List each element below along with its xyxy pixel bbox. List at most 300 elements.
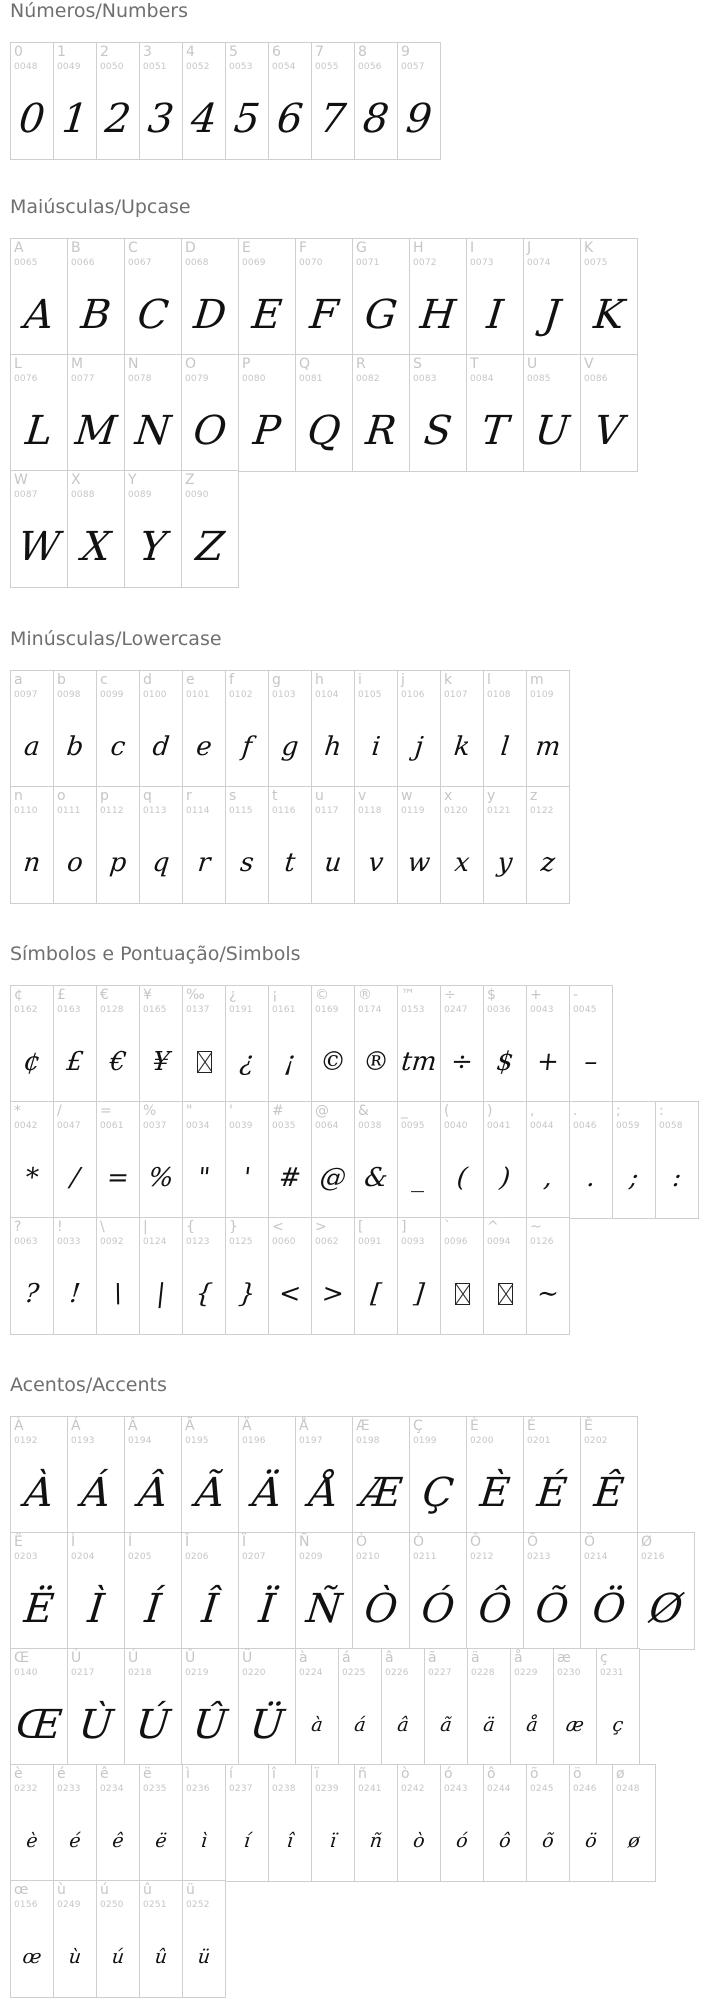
glyph-cell xyxy=(409,1532,467,1650)
glyph-sample: ã xyxy=(439,1714,453,1736)
glyph-label: Ñ xyxy=(299,1534,310,1550)
glyph-row xyxy=(10,470,238,588)
glyph-row xyxy=(10,42,440,160)
glyph-label: w xyxy=(401,788,413,804)
glyph-sample: Ô xyxy=(476,1586,514,1632)
glyph-cell xyxy=(523,238,581,356)
glyph-code: 0107 xyxy=(444,690,468,700)
glyph-cell xyxy=(612,1764,656,1882)
glyph-sample: F xyxy=(307,292,341,338)
glyph-label: £ xyxy=(57,987,66,1003)
glyph-label: Ä xyxy=(242,1418,252,1434)
glyph-label: g xyxy=(272,672,281,688)
glyph-cell xyxy=(440,670,484,788)
glyph-code: 0195 xyxy=(185,1436,209,1446)
glyph-code: 0094 xyxy=(487,1237,511,1247)
glyph-label: Ò xyxy=(356,1534,368,1550)
glyph-label: U xyxy=(527,356,538,372)
glyph-code: 0117 xyxy=(315,806,339,816)
glyph-label: ì xyxy=(186,1766,190,1782)
glyph-label: ë xyxy=(143,1766,152,1782)
glyph-code: 0067 xyxy=(128,258,152,268)
glyph-cell xyxy=(354,670,398,788)
glyph-cell xyxy=(440,786,484,904)
glyph-code: 0205 xyxy=(128,1552,152,1562)
glyph-sample: Ó xyxy=(419,1586,457,1632)
glyph-code: 0050 xyxy=(100,62,124,72)
glyph-cell xyxy=(124,470,182,588)
glyph-code: 0126 xyxy=(530,1237,554,1247)
glyph-cell xyxy=(526,985,570,1103)
glyph-label: Í xyxy=(128,1534,133,1550)
glyph-label: 6 xyxy=(272,44,281,60)
glyph-code: 0114 xyxy=(186,806,210,816)
glyph-cell xyxy=(182,1217,226,1335)
glyph-code: 0080 xyxy=(242,374,266,384)
glyph-label: ú xyxy=(100,1882,109,1898)
glyph-code: 0042 xyxy=(14,1121,38,1131)
glyph-code: 0169 xyxy=(315,1005,339,1015)
glyph-code: 0163 xyxy=(57,1005,81,1015)
glyph-cell xyxy=(440,985,484,1103)
glyph-label: L xyxy=(14,356,22,372)
glyph-sample: 3 xyxy=(145,96,177,142)
glyph-sample: h xyxy=(323,732,343,762)
glyph-label: @ xyxy=(315,1103,329,1119)
glyph-cell xyxy=(182,786,226,904)
glyph-code: 0053 xyxy=(229,62,253,72)
glyph-sample: 9 xyxy=(403,96,435,142)
glyph-label: õ xyxy=(530,1766,539,1782)
glyph-code: 0237 xyxy=(229,1784,253,1794)
glyph-code: 0198 xyxy=(356,1436,380,1446)
glyph-code: 0230 xyxy=(557,1668,581,1678)
glyph-cell xyxy=(295,1648,339,1766)
glyph-cell xyxy=(182,42,226,160)
glyph-code: 0093 xyxy=(401,1237,425,1247)
glyph-label: Ü xyxy=(242,1650,253,1666)
glyph-sample: ú xyxy=(110,1946,126,1968)
glyph-code: 0086 xyxy=(584,374,608,384)
glyph-cell xyxy=(96,42,140,160)
glyph-label: Z xyxy=(185,472,195,488)
glyph-label: * xyxy=(14,1103,21,1119)
glyph-cell xyxy=(225,786,269,904)
glyph-label: j xyxy=(401,672,405,688)
glyph-label: Â xyxy=(128,1418,138,1434)
glyph-sample: ; xyxy=(628,1163,640,1193)
glyph-sample: É xyxy=(534,1470,570,1516)
glyph-label: È xyxy=(470,1418,479,1434)
glyph-code: 0070 xyxy=(299,258,323,268)
glyph-sample: v xyxy=(367,848,385,878)
glyph-label: b xyxy=(57,672,66,688)
glyph-sample: T xyxy=(479,408,511,454)
glyph-sample: Û xyxy=(190,1702,230,1748)
glyph-label: ò xyxy=(401,1766,410,1782)
glyph-label: o xyxy=(57,788,66,804)
glyph-sample: Ù xyxy=(76,1702,116,1748)
glyph-sample: e xyxy=(194,732,214,762)
glyph-code: 0204 xyxy=(71,1552,95,1562)
glyph-code: 0035 xyxy=(272,1121,296,1131)
glyph-sample: € xyxy=(108,1047,128,1077)
glyph-label: a xyxy=(14,672,23,688)
glyph-cell xyxy=(409,1416,467,1534)
glyph-cell xyxy=(67,1416,125,1534)
glyph-code: 0174 xyxy=(358,1005,382,1015)
glyph-sample: 8 xyxy=(360,96,392,142)
glyph-code: 0140 xyxy=(14,1668,38,1678)
glyph-sample: } xyxy=(237,1279,257,1309)
glyph-code: 0082 xyxy=(356,374,380,384)
glyph-code: 0113 xyxy=(143,806,167,816)
glyph-code: 0216 xyxy=(641,1552,665,1562)
glyph-cell xyxy=(295,238,353,356)
glyph-cell xyxy=(96,1764,140,1882)
glyph-sample: _ xyxy=(410,1163,428,1193)
glyph-code: 0218 xyxy=(128,1668,152,1678)
glyph-sample: ) xyxy=(498,1163,512,1193)
glyph-sample xyxy=(438,1262,487,1326)
glyph-sample: ï xyxy=(328,1830,338,1852)
glyph-sample: Ç xyxy=(420,1470,456,1516)
glyph-code: 0212 xyxy=(470,1552,494,1562)
glyph-label: É xyxy=(527,1418,536,1434)
glyph-sample: ò xyxy=(412,1830,426,1852)
glyph-sample: Ñ xyxy=(304,1586,344,1632)
glyph-label: Ù xyxy=(71,1650,82,1666)
glyph-sample: à xyxy=(310,1714,324,1736)
glyph-code: 0097 xyxy=(14,690,38,700)
glyph-label: s xyxy=(229,788,237,804)
glyph-sample: R xyxy=(363,408,399,454)
glyph-cell xyxy=(10,42,54,160)
glyph-cell xyxy=(596,1648,640,1766)
glyph-cell xyxy=(466,1416,524,1534)
glyph-cell xyxy=(10,985,54,1103)
glyph-code: 0098 xyxy=(57,690,81,700)
glyph-cell xyxy=(526,786,570,904)
glyph-code: 0092 xyxy=(100,1237,124,1247)
glyph-sample: S xyxy=(421,408,455,454)
glyph-code: 0066 xyxy=(71,258,95,268)
glyph-sample: 7 xyxy=(317,96,349,142)
glyph-label: u xyxy=(315,788,324,804)
section-title: Números/Numbers xyxy=(10,0,188,22)
glyph-sample: tm xyxy=(399,1047,439,1077)
glyph-sample: Ø xyxy=(647,1586,685,1632)
glyph-cell xyxy=(569,1101,613,1219)
glyph-code: 0081 xyxy=(299,374,323,384)
glyph-cell xyxy=(510,1648,554,1766)
glyph-sample: E xyxy=(249,292,285,338)
glyph-label: ñ xyxy=(358,1766,367,1782)
glyph-cell xyxy=(424,1648,468,1766)
glyph-sample: { xyxy=(194,1279,214,1309)
glyph-label: E xyxy=(242,240,251,256)
glyph-sample: g xyxy=(280,732,300,762)
glyph-label: À xyxy=(14,1418,24,1434)
glyph-sample: ® xyxy=(361,1047,391,1077)
glyph-sample: W xyxy=(16,524,62,570)
glyph-code: 0206 xyxy=(185,1552,209,1562)
glyph-cell xyxy=(67,1648,125,1766)
glyph-label: ‰ xyxy=(186,987,205,1003)
glyph-code: 0074 xyxy=(527,258,551,268)
glyph-cell xyxy=(181,354,239,472)
glyph-cell xyxy=(268,1764,312,1882)
glyph-sample: I xyxy=(484,292,506,338)
glyph-cell xyxy=(10,1101,54,1219)
glyph-label: _ xyxy=(401,1103,408,1119)
glyph-code: 0217 xyxy=(71,1668,95,1678)
glyph-code: 0211 xyxy=(413,1552,437,1562)
glyph-label: " xyxy=(186,1103,193,1119)
glyph-sample: Ü xyxy=(247,1702,287,1748)
glyph-label: y xyxy=(487,788,496,804)
glyph-sample: ö xyxy=(584,1830,598,1852)
glyph-label: 3 xyxy=(143,44,152,60)
glyph-sample: À xyxy=(22,1470,56,1516)
glyph-label: c xyxy=(100,672,108,688)
glyph-label: Ë xyxy=(14,1534,23,1550)
glyph-label: ¢ xyxy=(14,987,23,1003)
glyph-sample: y xyxy=(496,848,514,878)
glyph-code: 0194 xyxy=(128,1436,152,1446)
glyph-cell xyxy=(352,1532,410,1650)
glyph-sample: $ xyxy=(495,1047,515,1077)
glyph-code: 0242 xyxy=(401,1784,425,1794)
glyph-row xyxy=(10,1217,569,1335)
glyph-cell xyxy=(10,1217,54,1335)
glyph-cell xyxy=(139,42,183,160)
glyph-code: 0077 xyxy=(71,374,95,384)
glyph-cell xyxy=(523,1416,581,1534)
glyph-code: 0083 xyxy=(413,374,437,384)
glyph-sample: n xyxy=(22,848,42,878)
glyph-label: Ô xyxy=(470,1534,482,1550)
glyph-cell xyxy=(53,42,97,160)
glyph-sample: Ë xyxy=(21,1586,57,1632)
glyph-code: 0161 xyxy=(272,1005,296,1015)
glyph-cell xyxy=(238,354,296,472)
glyph-code: 0165 xyxy=(143,1005,167,1015)
glyph-cell xyxy=(268,670,312,788)
glyph-cell xyxy=(238,1416,296,1534)
glyph-label: ' xyxy=(229,1103,233,1119)
glyph-sample: u xyxy=(323,848,343,878)
glyph-cell xyxy=(96,985,140,1103)
missing-glyph-icon xyxy=(197,1051,212,1073)
glyph-label: W xyxy=(14,472,28,488)
glyph-code: 0196 xyxy=(242,1436,266,1446)
glyph-cell xyxy=(580,238,638,356)
glyph-label: 0 xyxy=(14,44,23,60)
glyph-label: + xyxy=(530,987,542,1003)
glyph-label: â xyxy=(385,1650,394,1666)
glyph-label: ó xyxy=(444,1766,453,1782)
glyph-label: è xyxy=(14,1766,23,1782)
glyph-code: 0156 xyxy=(14,1900,38,1910)
glyph-label: l xyxy=(487,672,491,688)
glyph-cell xyxy=(483,670,527,788)
glyph-label: ï xyxy=(315,1766,319,1782)
glyph-sample: K xyxy=(591,292,627,338)
glyph-code: 0071 xyxy=(356,258,380,268)
glyph-cell xyxy=(53,1101,97,1219)
glyph-code: 0246 xyxy=(573,1784,597,1794)
glyph-code: 0106 xyxy=(401,690,425,700)
glyph-sample xyxy=(180,1030,229,1094)
section-title: Símbolos e Pontuação/Simbols xyxy=(10,943,301,965)
glyph-cell xyxy=(53,985,97,1103)
glyph-cell xyxy=(311,1101,355,1219)
glyph-sample: – xyxy=(582,1047,600,1077)
glyph-cell xyxy=(139,1880,183,1998)
glyph-cell xyxy=(397,985,441,1103)
glyph-label: , xyxy=(530,1103,535,1119)
glyph-sample: â xyxy=(396,1714,410,1736)
glyph-label: C xyxy=(128,240,138,256)
missing-glyph-icon xyxy=(455,1283,470,1305)
glyph-sample: z xyxy=(539,848,557,878)
glyph-code: 0100 xyxy=(143,690,167,700)
glyph-code: 0062 xyxy=(315,1237,339,1247)
glyph-cell xyxy=(483,1764,527,1882)
glyph-cell xyxy=(381,1648,425,1766)
glyph-sample: * xyxy=(23,1163,41,1193)
glyph-label: J xyxy=(527,240,532,256)
glyph-label: % xyxy=(143,1103,157,1119)
glyph-code: 0065 xyxy=(14,258,38,268)
glyph-cell xyxy=(10,1764,54,1882)
glyph-label: F xyxy=(299,240,308,256)
glyph-code: 0120 xyxy=(444,806,468,816)
glyph-sample: Í xyxy=(142,1586,164,1632)
glyph-label: 5 xyxy=(229,44,238,60)
glyph-cell xyxy=(523,1532,581,1650)
glyph-code: 0051 xyxy=(143,62,167,72)
glyph-row xyxy=(10,985,612,1103)
glyph-sample: ù xyxy=(67,1946,83,1968)
glyph-sample: w xyxy=(406,848,432,878)
glyph-label: x xyxy=(444,788,453,804)
glyph-code: 0089 xyxy=(128,490,152,500)
glyph-sample: > xyxy=(320,1279,346,1309)
glyph-cell xyxy=(67,470,125,588)
glyph-code: 0250 xyxy=(100,1900,124,1910)
glyph-cell xyxy=(225,1101,269,1219)
glyph-cell xyxy=(67,238,125,356)
glyph-sample: ü xyxy=(196,1946,212,1968)
glyph-label: © xyxy=(315,987,329,1003)
glyph-sample: N xyxy=(133,408,173,454)
glyph-code: 0225 xyxy=(342,1668,366,1678)
glyph-code: 0096 xyxy=(444,1237,468,1247)
glyph-code: 0059 xyxy=(616,1121,640,1131)
glyph-label: N xyxy=(128,356,139,372)
glyph-cell xyxy=(53,1764,97,1882)
glyph-sample: f xyxy=(240,732,254,762)
glyph-label: O xyxy=(185,356,197,372)
glyph-sample: ç xyxy=(611,1714,625,1736)
glyph-code: 0121 xyxy=(487,806,511,816)
glyph-code: 0247 xyxy=(444,1005,468,1015)
glyph-code: 0234 xyxy=(100,1784,124,1794)
glyph-cell xyxy=(67,354,125,472)
section-4 xyxy=(0,943,683,1309)
glyph-sample: p xyxy=(108,848,128,878)
section-5 xyxy=(0,1374,685,1968)
glyph-label: Q xyxy=(299,356,311,372)
glyph-label: œ xyxy=(14,1882,29,1898)
glyph-label: V xyxy=(584,356,594,372)
glyph-label: < xyxy=(272,1219,284,1235)
glyph-code: 0068 xyxy=(185,258,209,268)
glyph-sample: U xyxy=(532,408,572,454)
glyph-code: 0095 xyxy=(401,1121,425,1131)
glyph-sample: O xyxy=(191,408,229,454)
glyph-label: ö xyxy=(573,1766,582,1782)
glyph-code: 0104 xyxy=(315,690,339,700)
glyph-label: 9 xyxy=(401,44,410,60)
glyph-row xyxy=(10,1648,639,1766)
glyph-code: 0112 xyxy=(100,806,124,816)
glyph-cell xyxy=(268,1217,312,1335)
glyph-sample: © xyxy=(318,1047,348,1077)
glyph-label: ÷ xyxy=(444,987,456,1003)
glyph-cell xyxy=(268,42,312,160)
glyph-cell xyxy=(182,1101,226,1219)
glyph-row xyxy=(10,670,569,788)
glyph-label: I xyxy=(470,240,475,256)
glyph-cell xyxy=(139,985,183,1103)
glyph-sample: 0 xyxy=(16,96,48,142)
glyph-label: i xyxy=(358,672,362,688)
glyph-cell xyxy=(526,1217,570,1335)
glyph-cell xyxy=(295,354,353,472)
glyph-sample: Ê xyxy=(591,1470,627,1516)
glyph-label: ø xyxy=(616,1766,625,1782)
glyph-code: 0073 xyxy=(470,258,494,268)
glyph-code: 0232 xyxy=(14,1784,38,1794)
glyph-cell xyxy=(182,985,226,1103)
glyph-label: Ã xyxy=(185,1418,195,1434)
glyph-cell xyxy=(139,1764,183,1882)
glyph-label: G xyxy=(356,240,367,256)
glyph-code: 0116 xyxy=(272,806,296,816)
glyph-sample: j xyxy=(413,732,425,762)
glyph-label: m xyxy=(530,672,544,688)
glyph-code: 0235 xyxy=(143,1784,167,1794)
glyph-code: 0091 xyxy=(358,1237,382,1247)
glyph-cell xyxy=(397,670,441,788)
glyph-code: 0209 xyxy=(299,1552,323,1562)
glyph-code: 0137 xyxy=(186,1005,210,1015)
glyph-cell xyxy=(311,42,355,160)
glyph-label: [ xyxy=(358,1219,364,1235)
glyph-code: 0111 xyxy=(57,806,81,816)
glyph-label: 2 xyxy=(100,44,109,60)
glyph-sample: ? xyxy=(23,1279,41,1309)
glyph-cell xyxy=(53,670,97,788)
glyph-label: å xyxy=(514,1650,523,1666)
glyph-code: 0153 xyxy=(401,1005,425,1015)
section-title: Minúsculas/Lowercase xyxy=(10,628,222,650)
glyph-code: 0039 xyxy=(229,1121,253,1131)
glyph-cell xyxy=(10,1880,54,1998)
